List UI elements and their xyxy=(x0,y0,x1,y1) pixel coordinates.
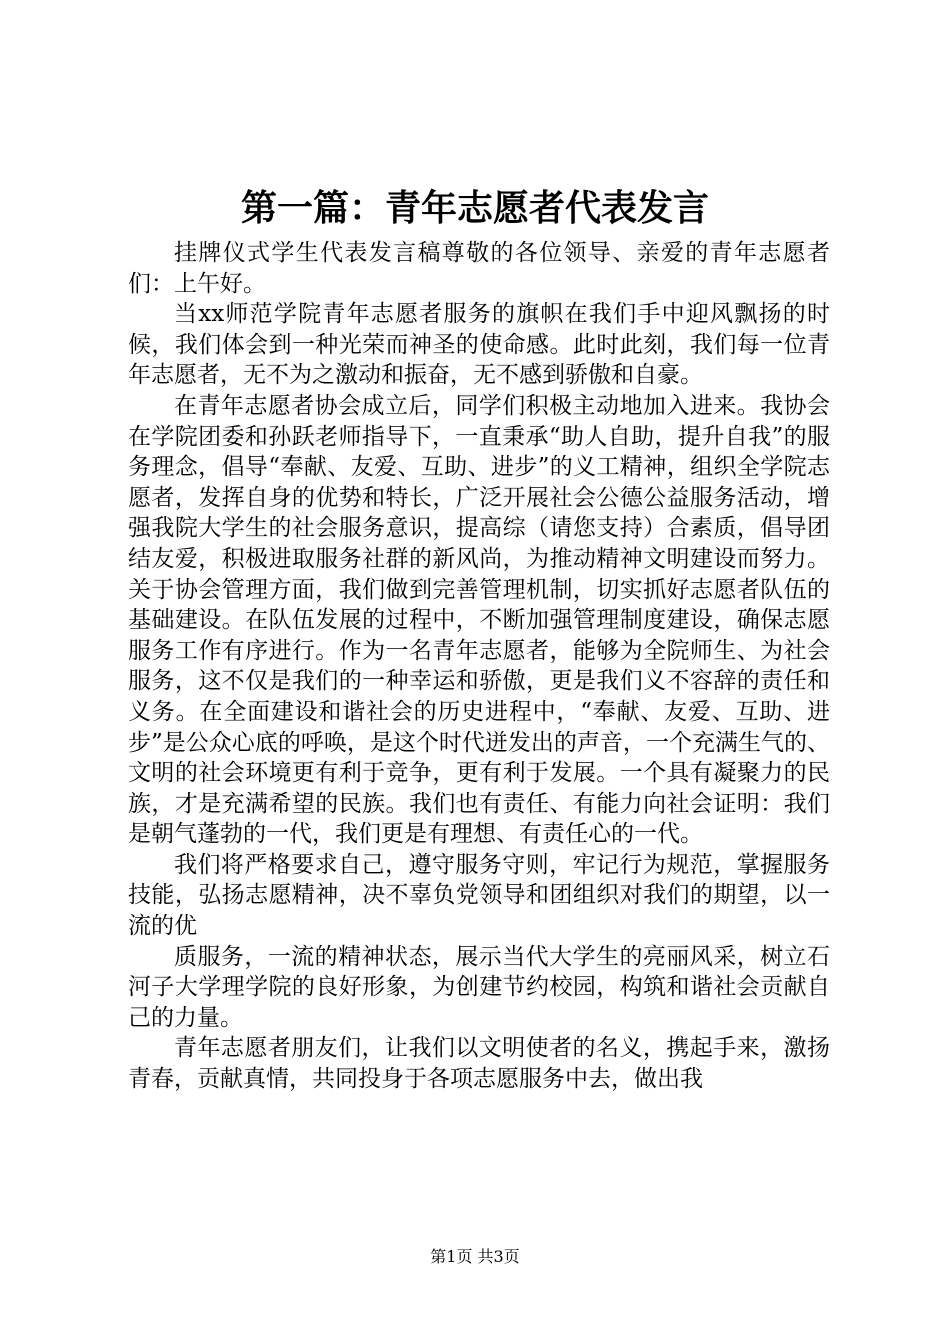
paragraph-commitment: 我们将严格要求自己，遵守服务守则，牢记行为规范，掌握服务技能，弘扬志愿精神，决不辜负党领导和团组织对我们的期望，以一流的优 xyxy=(128,851,830,940)
document-title: 第一篇：青年志愿者代表发言 xyxy=(240,187,709,229)
paragraph-association: 在青年志愿者协会成立后，同学们积极主动地加入进来。我协会在学院团委和孙跃老师指导下，一直秉承“助人自助，提升自我”的服务理念，倡导“奉献、友爱、互助、进步”的义工精神，组织全学院志愿者，发挥自身的优势和特长，广泛开展社会公德公益服务活动，增强我院大学生的社会服务意识，提高综（请您支持）合素质，倡导团结友爱，积极进取服务社群的新风尚，为推动精神文明建设而努力。关于协会管理方面，我们做到完善管理机制，切实抓好志愿者队伍的基础建设。在队伍发展的过程中，不断加强管理制度建设，确保志愿服务工作有序进行。作为一名青年志愿者，能够为全院师生、为社会服务，这不仅是我们的一种幸运和骄傲，更是我们义不容辞的责任和义务。在全面建设和谐社会的历史进程中，“奉献、友爱、互助、进步”是公众心底的呼唤，是这个时代迸发出的声音，一个充满生气的、文明的社会环境更有利于竞争，更有利于发展。一个具有凝聚力的民族，才是充满希望的民族。我们也有责任、有能力向社会证明：我们是朝气蓬勃的一代，我们更是有理想、有责任心的一代。 xyxy=(128,392,830,848)
page-footer: 第1页 共3页 xyxy=(430,1247,520,1266)
paragraph-call-to-action: 青年志愿者朋友们，让我们以文明使者的名义，携起手来，激扬青春，贡献真情，共同投身于各项志愿服务中去，做出我 xyxy=(128,1035,830,1093)
paragraph-service: 质服务，一流的精神状态，展示当代大学生的亮丽风采，树立石河子大学理学院的良好形象，为创建节约校园，构筑和谐社会贡献自己的力量。 xyxy=(128,943,830,1031)
paragraph-greeting: 挂牌仪式学生代表发言稿尊敬的各位领导、亲爱的青年志愿者们：上午好。 xyxy=(128,240,830,297)
document-body xyxy=(128,238,830,1095)
paragraph-mission: 当xx师范学院青年志愿者服务的旗帜在我们手中迎风飘扬的时候，我们体会到一种光荣而神圣的使命感。此时此刻，我们每一位青年志愿者，无不为之激动和振奋，无不感到骄傲和自豪。 xyxy=(128,301,830,389)
